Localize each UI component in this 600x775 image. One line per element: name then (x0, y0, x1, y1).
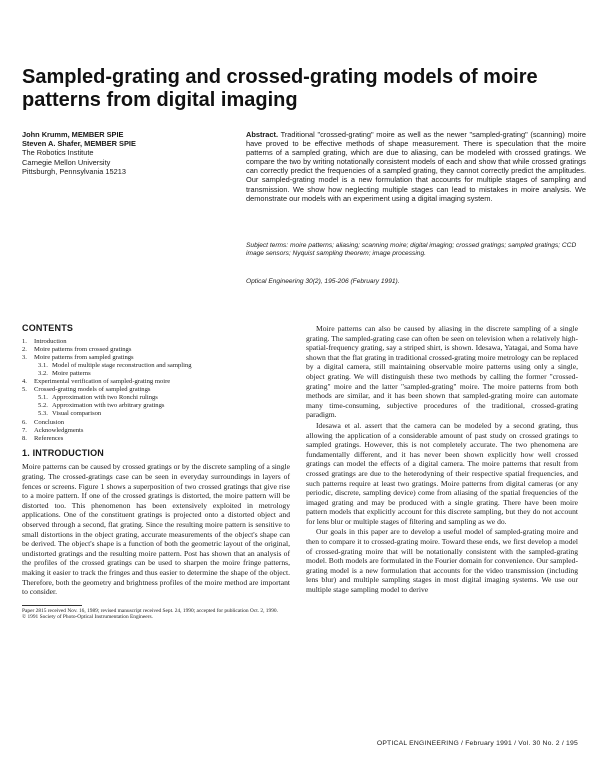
contents-item-text: Visual comparison (52, 410, 102, 418)
contents-item-number: 5.1. (38, 394, 48, 402)
affiliation-line: Carnegie Mellon University (22, 157, 111, 167)
contents-item (22, 402, 290, 410)
contents-item (22, 338, 290, 346)
contents-item (22, 378, 290, 386)
contents-item-number: 4. (22, 378, 27, 386)
contents-item-text: Approximation with two Ronchi rulings (52, 394, 158, 402)
body-paragraph: Idesawa et al. assert that the camera can be modeled by a second grating, thus allowing the application of a considerable amount of past study on crossed gratings to sampled gratings. However, this is not completely accurate. The two phenomena are fundamentally different, and it has never been shown explicitly how well crossed gratings can model the effects of a digital camera. The moire patterns that result from crossed gratings are due to the heterodyning of their respective spatial frequencies, and such patterns require at least two gratings. Moire patterns from digital cameras (or any periodic, discrete, sampling device) come from aliasing of the spatial frequencies of the imaged grating and may be produced with a single grating. There have been moire pattern models that explicitly account for this discrete sampling, but they do not account for lens blur or multiple stages of filtering and sampling as we do. (306, 420, 578, 526)
contents-item-number: 5.2. (38, 402, 48, 410)
contents-item-number: 6. (22, 418, 27, 426)
intro-paragraph: Moire patterns can be caused by crossed gratings or by the discrete sampling of a single grating. The crossed-gratings case can be seen in everyday surroundings in layers of fences or screens. Figure 1 shows a superposition of two crossed gratings that give rise to a moire pattern. If one of the crossed gratings is distorted, the moire pattern will be distorted too. This phenomenon has been extensively exploited in metrology applications. One of the constituent gratings is projected onto a distorted object and observed through a second, flat grating. Since the resulting moire pattern is sensitive to small distortions in the object grating, accurate measurements of the object's shape can be derived. The object's shape is a function of both the geometric layout of the original, undistorted gratings and the resulting moire pattern. Post has shown that an analysis of the profiles of the crossed gratings can be used to sharpen the moire fringe patterns, making it easier to track the fringes and thus easier to determine the shape of the object. Therefore, both the geometry and brightness profiles of the moire method are important to consider. (22, 462, 290, 597)
contents-item (22, 362, 290, 370)
intro-heading: 1. INTRODUCTION (22, 447, 105, 458)
contents-heading: CONTENTS (22, 323, 74, 333)
affiliation-line: Pittsburgh, Pennsylvania 15213 (22, 166, 126, 176)
body-paragraph: Moire patterns can also be caused by aliasing in the discrete sampling of a single grating. The sampled-grating case can often be seen on television when a relatively high-spatial-frequency grating, say a striped shirt, is shown. Idesawa, Yatagai, and Soma have shown that the flat grating in traditional crossed-grating moire metrology can be replaced by a digital camera, still maintaining observable moire patterns using only a single, object grating. We will distinguish these two methods by calling the former "crossed-grating" moire and the latter "sampled-grating" moire. The moire patterns from both methods are similar, and it has been shown that sampled-grating moire can automate many time-consuming, subjective procedures of the traditional, crossed-grating paradigm. (306, 324, 578, 420)
contents-item-text: Moire patterns from crossed gratings (34, 345, 132, 353)
contents-item-number: 7. (22, 426, 27, 434)
contents-item-text: Model of multiple stage reconstruction and sampling (52, 361, 192, 369)
contents-item-number: 8. (22, 434, 27, 442)
contents-item-text: Moire patterns from sampled gratings (34, 353, 134, 361)
contents-item-number: 5.3. (38, 410, 48, 418)
contents-item-number: 5. (22, 386, 27, 394)
subject-terms: Subject terms: moire patterns; aliasing; scanning moire; digital imaging; crossed gratings; sampled gratings; CCD image sensors; Nyquist sampling theorem; image processing. (246, 242, 577, 258)
footnote-received: Paper 2815 received Nov. 16, 1989; revised manuscript received Sept. 24, 1990; accepted for publication Oct. 2, 1990. (22, 607, 278, 614)
contents-item-number: 1. (22, 337, 27, 345)
contents-item-text: References (34, 434, 64, 442)
contents-item (22, 346, 290, 354)
left-column (22, 324, 290, 621)
author-name: John Krumm, MEMBER SPIE (22, 130, 124, 139)
contents-item-number: 3.1. (38, 361, 48, 369)
contents-item-number: 3.2. (38, 369, 48, 377)
contents-item-text: Moire patterns (52, 369, 91, 377)
contents-item (22, 386, 290, 394)
contents-item-text: Experimental verification of sampled-grating moire (34, 378, 171, 386)
contents-item (22, 354, 290, 362)
body-paragraph: Our goals in this paper are to develop a useful model of sampled-grating moire and then to compare it to crossed-grating moire. Toward these ends, we first develop a model of crossed-grating moire that will be notationally consistent with the sampled-grating model. Both models are formulated in the Fourier domain for convenience. Our sampled-grating model is a new formulation that accounts for the video transmission (including lens blur) and multiple sampling stages in most digital imaging systems. We use our multiple stage sampling model to derive (306, 527, 578, 595)
contents-item (22, 435, 290, 443)
contents-item-text: Acknowledgments (34, 426, 84, 434)
contents-item (22, 410, 290, 418)
contents-item (22, 370, 290, 378)
contents-item (22, 419, 290, 427)
abstract (246, 130, 586, 203)
page-footer: OPTICAL ENGINEERING / February 1991 / Vol. 30 No. 2 / 195 (376, 740, 578, 747)
affiliation-line: The Robotics Institute (22, 148, 94, 158)
paper-title: Sampled-grating and crossed-grating models of moire patterns from digital imaging (22, 66, 538, 111)
contents-item-text: Approximation with two arbitrary gratings (52, 402, 165, 410)
footnote-divider (22, 605, 82, 606)
contents-item-number: 3. (22, 353, 27, 361)
contents-item-text: Introduction (34, 337, 67, 345)
footnote-copyright: © 1991 Society of Photo-Optical Instrumentation Engineers. (22, 614, 153, 621)
contents-item (22, 394, 290, 402)
author-block (22, 130, 232, 176)
contents-item-text: Crossed-grating models of sampled gratings (34, 386, 151, 394)
citation: Optical Engineering 30(2), 195-206 (February 1991). (246, 278, 400, 285)
contents-item-text: Conclusion (34, 418, 65, 426)
abstract-label: Abstract. (246, 130, 279, 139)
contents-list (22, 338, 290, 443)
right-column (306, 324, 578, 595)
author-name: Steven A. Shafer, MEMBER SPIE (22, 139, 136, 149)
abstract-text: Traditional "crossed-grating" moire as well as the newer "sampled-grating" (scanning) moire have proved to be effective methods of shape measurement. There is speculation that the moire patterns of a sampled grating, which are due to aliasing, can be modeled with crossed gratings. We compare the two by writing notationally consistent models of each and show that while crossed gratings can correctly predict the frequencies of a sampled grating, they cannot correctly predict the amplitudes. Our sampled-grating model is a new formulation that accounts for multiple stages of sampling and transmission. We show how neglecting multiple stages can lead to mistakes in moire analysis. We demonstrate our models with an experiment using a digital imaging system. (246, 130, 587, 203)
contents-item (22, 427, 290, 435)
contents-item-number: 2. (22, 345, 27, 353)
